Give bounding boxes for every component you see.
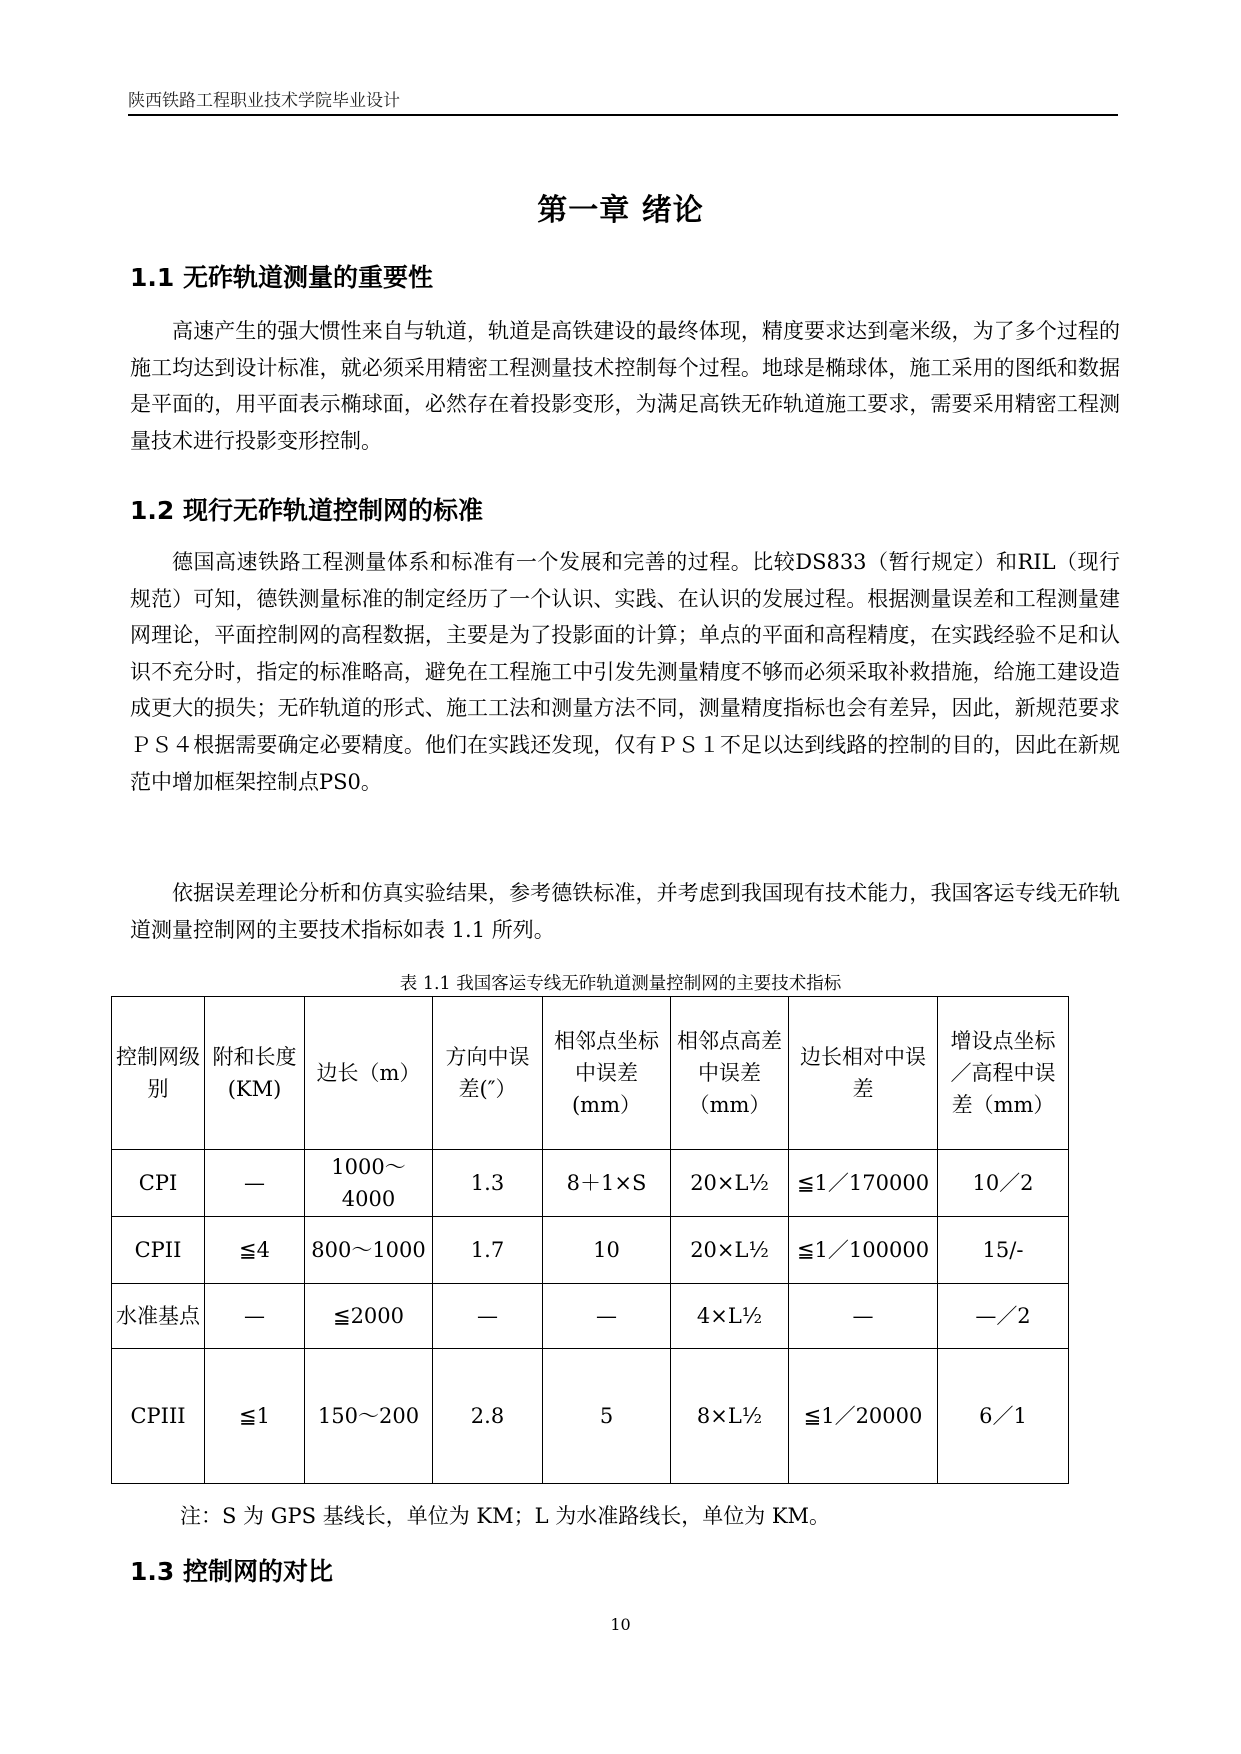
paragraph-3: 依据误差理论分析和仿真实验结果，参考德铁标准，并考虑到我国现有技术能力，我国客运专线无砟轨道测量控制网的主要技术指标如表 1.1 所列。 bbox=[130, 881, 1120, 942]
table-cell: 800～1000 bbox=[305, 1217, 433, 1284]
table-cell: CPII bbox=[112, 1217, 205, 1284]
table-cell: 15/- bbox=[938, 1217, 1069, 1284]
paragraph-1: 高速产生的强大惯性来自与轨道，轨道是高铁建设的最终体现，精度要求达到毫米级，为了多个过程的施工均达到设计标准，就必须采用精密工程测量技术控制每个过程。地球是椭球体，施工采用的图纸和数据是平面的，用平面表示椭球面，必然存在着投影变形，为满足高铁无砟轨道施工要求，需要采用精密工程测量技术进行投影变形控制。 bbox=[130, 319, 1120, 453]
table-row bbox=[112, 1217, 1069, 1284]
section-title-1-2: 1.2 现行无砟轨道控制网的标准 bbox=[130, 496, 483, 525]
table-header-row bbox=[112, 997, 1069, 1150]
table-cell: 4×L½ bbox=[671, 1284, 789, 1349]
table-cell: — bbox=[433, 1284, 543, 1349]
table-cell: 1000～4000 bbox=[305, 1150, 433, 1217]
running-header: 陕西铁路工程职业技术学院毕业设计 bbox=[128, 91, 400, 111]
table-cell: 5 bbox=[543, 1349, 671, 1484]
table-cell: 2.8 bbox=[433, 1349, 543, 1484]
table-cell: — bbox=[205, 1150, 305, 1217]
table-row bbox=[112, 1349, 1069, 1484]
table-note: 注：S 为 GPS 基线长，单位为 KM；L 为水准路线长，单位为 KM。 bbox=[180, 1504, 831, 1528]
table-cell: ≦1／100000 bbox=[789, 1217, 938, 1284]
table-caption: 表 1.1 我国客运专线无砟轨道测量控制网的主要技术指标 bbox=[399, 974, 842, 994]
section-title-1-3: 1.3 控制网的对比 bbox=[130, 1557, 333, 1586]
table-cell: CPI bbox=[112, 1150, 205, 1217]
table-cell: ≦1 bbox=[205, 1349, 305, 1484]
page-number: 10 bbox=[610, 1615, 631, 1634]
table-cell: 8＋1×S bbox=[543, 1150, 671, 1217]
table-cell: ≦4 bbox=[205, 1217, 305, 1284]
header-cell: 附和长度(KM) bbox=[205, 997, 305, 1150]
table-cell: ≦2000 bbox=[305, 1284, 433, 1349]
table-cell: 150～200 bbox=[305, 1349, 433, 1484]
header-cell: 相邻点坐标中误差(mm） bbox=[543, 997, 671, 1150]
table-cell: 20×L½ bbox=[671, 1217, 789, 1284]
table-cell: 20×L½ bbox=[671, 1150, 789, 1217]
table-cell: 1.3 bbox=[433, 1150, 543, 1217]
table-row bbox=[112, 1284, 1069, 1349]
header-cell: 增设点坐标／高程中误差（mm） bbox=[938, 997, 1069, 1150]
header-rule bbox=[128, 114, 1118, 116]
table-cell: 水准基点 bbox=[112, 1284, 205, 1349]
table-cell: 8×L½ bbox=[671, 1349, 789, 1484]
header-cell: 控制网级别 bbox=[112, 997, 205, 1150]
table-cell: ≦1／20000 bbox=[789, 1349, 938, 1484]
table-cell: 10／2 bbox=[938, 1150, 1069, 1217]
table-row bbox=[112, 1150, 1069, 1217]
header-cell: 相邻点高差中误差（mm） bbox=[671, 997, 789, 1150]
table-cell: — bbox=[543, 1284, 671, 1349]
table-cell: 6／1 bbox=[938, 1349, 1069, 1484]
table-cell: 1.7 bbox=[433, 1217, 543, 1284]
chapter-title: 第一章 绪论 bbox=[537, 193, 704, 228]
table-cell: —／2 bbox=[938, 1284, 1069, 1349]
spec-table bbox=[111, 996, 1069, 1484]
section-title-1-1: 1.1 无砟轨道测量的重要性 bbox=[130, 263, 433, 292]
header-cell: 方向中误差(″） bbox=[433, 997, 543, 1150]
table-cell: CPIII bbox=[112, 1349, 205, 1484]
header-cell: 边长（m） bbox=[305, 997, 433, 1150]
table-cell: 10 bbox=[543, 1217, 671, 1284]
table-cell: — bbox=[205, 1284, 305, 1349]
paragraph-2: 德国高速铁路工程测量体系和标准有一个发展和完善的过程。比较DS833（暂行规定）和RIL（现行规范）可知，德铁测量标准的制定经历了一个认识、实践、在认识的发展过程。根据测量误差和工程测量建网理论，平面控制网的高程数据，主要是为了投影面的计算；单点的平面和高程精度，在实践经验不足和认识不充分时，指定的标准略高，避免在工程施工中引发先测量精度不够而必须采取补救措施，给施工建设造成更大的损失；无砟轨道的形式、施工工法和测量方法不同，测量精度指标也会有差异，因此，新规范要求ＰＳ４根据需要确定必要精度。他们在实践还发现，仅有ＰＳ１不足以达到线路的控制的目的，因此在新规范中增加框架控制点PS0。 bbox=[130, 550, 1120, 794]
header-cell: 边长相对中误差 bbox=[789, 997, 938, 1150]
table-cell: — bbox=[789, 1284, 938, 1349]
table-cell: ≦1／170000 bbox=[789, 1150, 938, 1217]
